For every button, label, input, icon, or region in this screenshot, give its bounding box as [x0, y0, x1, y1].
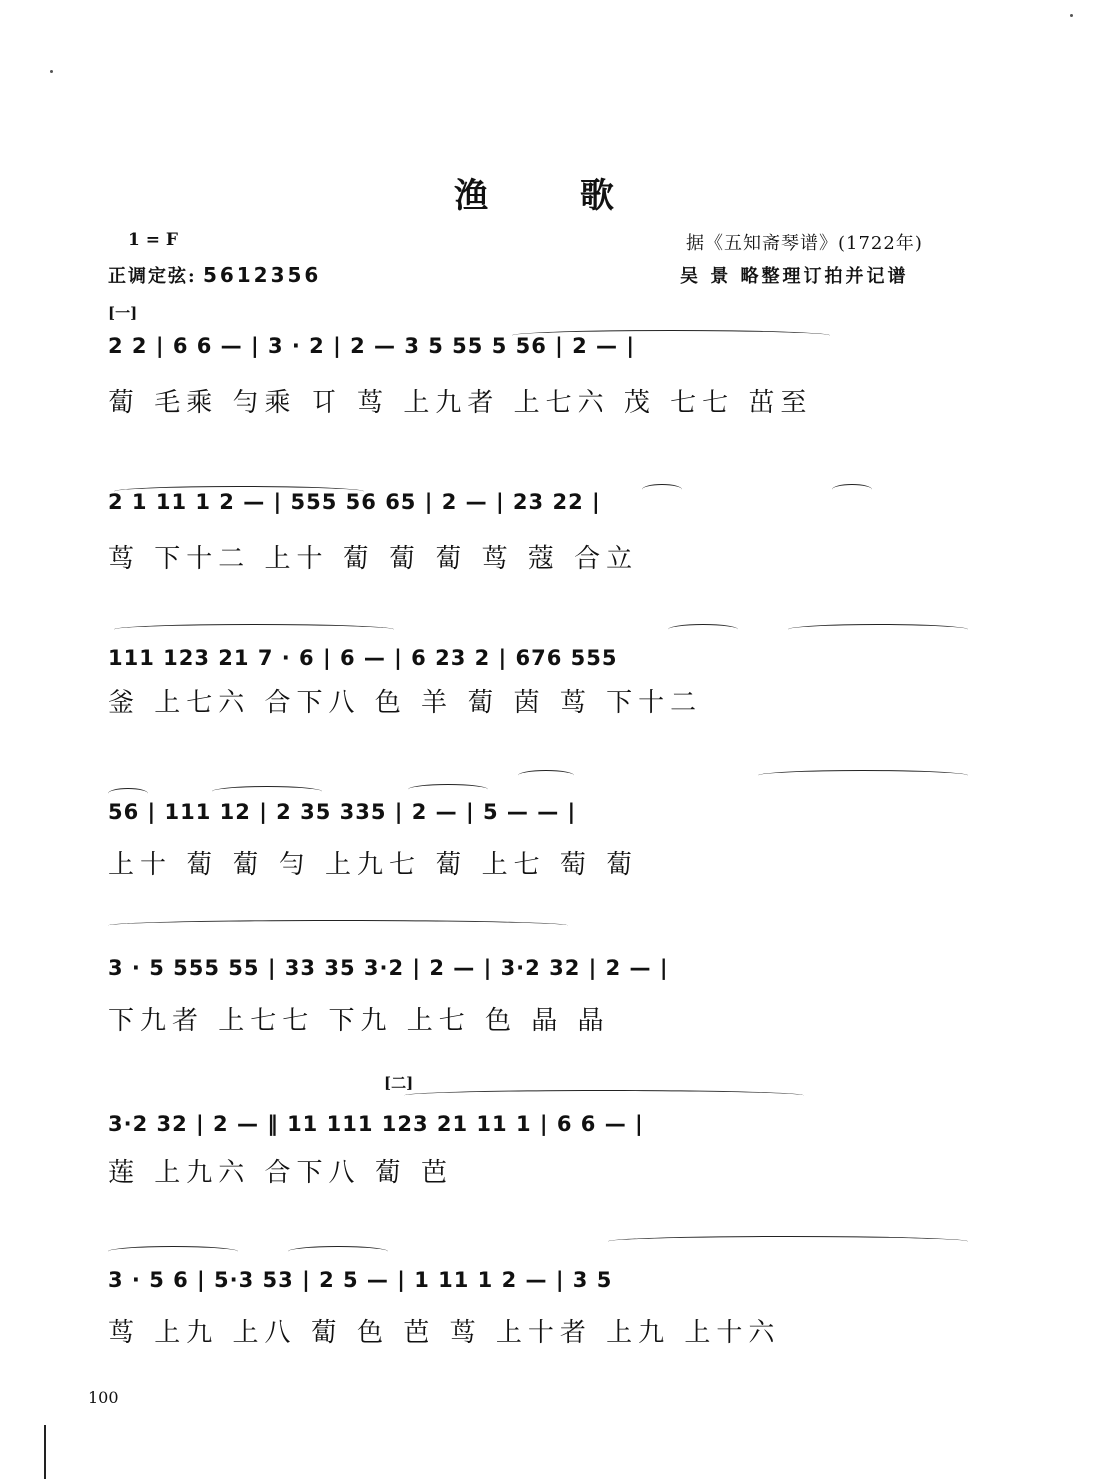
- scan-speck: [1070, 14, 1073, 17]
- notation-line: 3·2 32 | 2 — ‖ 11 111 123 21 11 1 | 6 6 — |: [108, 1112, 644, 1136]
- slur: [518, 770, 574, 781]
- tuning-notes: 5612356: [202, 263, 322, 287]
- tablature-line: 上十 蔔 蔔 勻 上九七 蔔 上七 萄 蔔: [108, 850, 639, 880]
- slur: [114, 624, 394, 635]
- tuning-line: [108, 262, 321, 288]
- slur: [108, 788, 148, 799]
- slur: [408, 784, 488, 795]
- tablature-line: 蔔 毛乘 勻乘 㔿 茑 上九者 上七六 茂 七七 茁至: [108, 388, 813, 418]
- tablature-line: 茑 下十二 上十 蔔 蔔 蔔 茑 蔻 合立: [108, 544, 639, 574]
- page-number: 100: [88, 1388, 119, 1407]
- source-citation: 据《五知斋琴谱》(1722年): [686, 233, 923, 254]
- tablature-line: 釜 上七六 合下八 色 羊 蔔 茵 茑 下十二: [108, 688, 703, 718]
- tuning-label: 正调定弦:: [108, 266, 197, 287]
- slur: [288, 1246, 388, 1257]
- tablature-line: 下九者 上七七 下九 上七 色 晶 晶: [108, 1006, 610, 1036]
- slur: [212, 786, 322, 797]
- slur: [608, 1236, 968, 1247]
- key-signature: 1 = F: [128, 230, 178, 250]
- tablature-line: 茑 上九 上八 蔔 色 芭 茑 上十者 上九 上十六: [108, 1318, 781, 1348]
- slur: [668, 624, 738, 635]
- scan-speck: [50, 70, 53, 73]
- slur: [788, 624, 968, 635]
- notation-line: 3 · 5 555 55 | 33 35 3·2 | 2 — | 3·2 32 | 2 — |: [108, 956, 669, 980]
- slur: [404, 1090, 804, 1101]
- notation-line: 3 · 5 6 | 5·3 53 | 2 5 — | 1 11 1 2 — | 3 5: [108, 1268, 613, 1292]
- notation-line: 111 123 21 7 · 6 | 6 — | 6 23 2 | 676 555: [108, 646, 618, 670]
- section-label-two: [二]: [384, 1074, 414, 1092]
- notation-line: 2 2 | 6 6 — | 3 · 2 | 2 — 3 5 55 5 56 | 2 — |: [108, 334, 636, 358]
- tablature-line: 莲 上九六 合下八 蔔 芭: [108, 1158, 454, 1188]
- slur: [108, 1246, 238, 1257]
- arranger-credit: 吴 景 略整理订拍并记谱: [680, 266, 909, 287]
- slur: [758, 770, 968, 781]
- page-title: 渔 歌: [454, 176, 654, 216]
- notation-line: 56 | 111 12 | 2 35 335 | 2 — | 5 — — |: [108, 800, 577, 824]
- section-label-one: [一]: [108, 304, 138, 322]
- margin-rule: [44, 1425, 46, 1479]
- slur: [108, 920, 568, 931]
- notation-line: 2 1 11 1 2 — | 555 56 65 | 2 — | 23 22 |: [108, 490, 601, 514]
